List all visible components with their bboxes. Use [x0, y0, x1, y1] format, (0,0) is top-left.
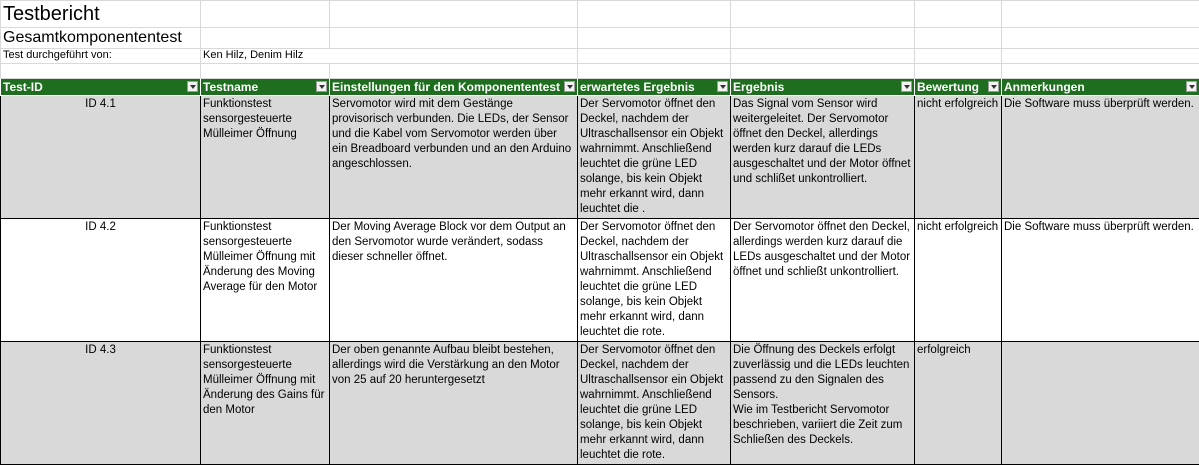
filter-dropdown-icon[interactable] [717, 81, 728, 92]
column-header-label: Testname [203, 80, 258, 94]
cell-notes[interactable] [1002, 342, 1199, 465]
cell-rating[interactable]: nicht erfolgreich [915, 96, 1002, 219]
empty-cell[interactable] [1002, 64, 1199, 79]
cell-testname[interactable]: Funktionstest sensorgesteuerte Mülleimer Öffnung mit Änderung des Gains für den Motor [201, 342, 330, 465]
column-header-testname[interactable] [201, 79, 330, 96]
table-header-row [1, 79, 1199, 96]
column-header-label: Ergebnis [733, 80, 784, 94]
empty-cell[interactable] [731, 49, 915, 64]
column-header-label: Einstellungen für den Komponententest [332, 80, 560, 94]
empty-cell[interactable] [1002, 49, 1199, 64]
sheet-subtitle[interactable]: Gesamtkomponententest [1, 28, 201, 49]
empty-cell[interactable] [1002, 28, 1199, 49]
empty-cell[interactable] [731, 28, 915, 49]
empty-cell[interactable] [578, 49, 731, 64]
tester-label[interactable]: Test durchgeführt von: [1, 49, 201, 64]
cell-settings[interactable]: Servomotor wird mit dem Gestänge provisorisch verbunden. Die LEDs, der Sensor und die Kabel vom Servomotor werden über ein Breadboard verbunden und an den Arduino angeschlossen. [330, 96, 578, 219]
filter-dropdown-icon[interactable] [988, 81, 999, 92]
cell-result[interactable]: Die Öffnung des Deckels erfolgt zuverlässig und die LEDs leuchten passend zu den Signalen des Sensors. Wie im Testbericht Servomotor beschrieben, variiert die Zeit zum Schließen des Deckels. [731, 342, 915, 465]
filter-dropdown-icon[interactable] [187, 81, 198, 92]
column-header-rating[interactable] [915, 79, 1002, 96]
cell-testname[interactable]: Funktionstest sensorgesteuerte Mülleimer Öffnung mit Änderung des Moving Average für den Motor [201, 219, 330, 342]
cell-notes[interactable]: Die Software muss überprüft werden. [1002, 219, 1199, 342]
column-header-notes[interactable] [1002, 79, 1199, 96]
cell-settings[interactable]: Der Moving Average Block vor dem Output an den Servomotor wurde verändert, sodass dieser schneller öffnet. [330, 219, 578, 342]
sheet-title[interactable]: Testbericht [1, 1, 201, 28]
filter-dropdown-icon[interactable] [564, 81, 575, 92]
column-header-result[interactable] [731, 79, 915, 96]
empty-cell[interactable] [915, 1, 1002, 28]
subtitle-row [1, 28, 1199, 49]
empty-cell[interactable] [330, 28, 578, 49]
title-row [1, 1, 1199, 28]
empty-cell[interactable] [1002, 1, 1199, 28]
empty-cell[interactable] [731, 1, 915, 28]
cell-test-id[interactable]: ID 4.1 [1, 96, 201, 219]
cell-result[interactable]: Das Signal vom Sensor wird weitergeleitet. Der Servomotor öffnet den Deckel, allerdings werden kurz darauf die LEDs ausgeschaltet und der Motor öffnet und schlißet unkontrolliert. [731, 96, 915, 219]
spacer-row [1, 64, 1199, 79]
empty-cell[interactable] [201, 28, 330, 49]
tester-value[interactable]: Ken Hilz, Denim Hilz [201, 49, 578, 64]
cell-test-id[interactable]: ID 4.2 [1, 219, 201, 342]
empty-cell[interactable] [330, 64, 578, 79]
filter-dropdown-icon[interactable] [316, 81, 327, 92]
cell-rating[interactable]: nicht erfolgreich [915, 219, 1002, 342]
cell-expected[interactable]: Der Servomotor öffnet den Deckel, nachdem der Ultraschallsensor ein Objekt wahrnimmt. Anschließend leuchtet die grüne LED solange, bis kein Objekt mehr erkannt wird, dann leuchtet die . [578, 96, 731, 219]
empty-cell[interactable] [578, 64, 731, 79]
table-row [1, 219, 1199, 342]
empty-cell[interactable] [915, 49, 1002, 64]
column-header-settings[interactable] [330, 79, 578, 96]
cell-expected[interactable]: Der Servomotor öffnet den Deckel, nachdem der Ultraschallsensor ein Objekt wahrnimmt. Anschließend leuchtet die grüne LED solange, bis kein Objekt mehr erkannt wird, dann leuchtet die rote. [578, 342, 731, 465]
table-row [1, 96, 1199, 219]
table-row [1, 342, 1199, 465]
column-header-label: Test-ID [3, 80, 43, 94]
empty-cell[interactable] [915, 28, 1002, 49]
tester-row [1, 49, 1199, 64]
filter-dropdown-icon[interactable] [901, 81, 912, 92]
column-header-label: Bewertung [917, 80, 979, 94]
cell-test-id[interactable]: ID 4.3 [1, 342, 201, 465]
column-header-test-id[interactable] [1, 79, 201, 96]
column-header-label: Anmerkungen [1004, 80, 1085, 94]
cell-expected[interactable]: Der Servomotor öffnet den Deckel, nachdem der Ultraschallsensor ein Objekt wahrnimmt. Anschließend leuchtet die grüne LED solange, bis kein Objekt mehr erkannt wird, dann leuchtet die rote. [578, 219, 731, 342]
empty-cell[interactable] [330, 1, 578, 28]
column-header-label: erwartetes Ergebnis [580, 80, 695, 94]
column-header-expected[interactable] [578, 79, 731, 96]
empty-cell[interactable] [578, 28, 731, 49]
empty-cell[interactable] [915, 64, 1002, 79]
empty-cell[interactable] [731, 64, 915, 79]
cell-testname[interactable]: Funktionstest sensorgesteuerte Mülleimer Öffnung [201, 96, 330, 219]
cell-notes[interactable]: Die Software muss überprüft werden. [1002, 96, 1199, 219]
empty-cell[interactable] [1, 64, 201, 79]
cell-rating[interactable]: erfolgreich [915, 342, 1002, 465]
cell-result[interactable]: Der Servomotor öffnet den Deckel, allerdings werden kurz darauf die LEDs ausgeschaltet und der Motor öffnet und schließt unkontrolliert. [731, 219, 915, 342]
filter-dropdown-icon[interactable] [1186, 81, 1197, 92]
cell-settings[interactable]: Der oben genannte Aufbau bleibt bestehen, allerdings wird die Verstärkung an den Motor von 25 auf 20 heruntergesetzt [330, 342, 578, 465]
empty-cell[interactable] [578, 1, 731, 28]
empty-cell[interactable] [201, 1, 330, 28]
empty-cell[interactable] [201, 64, 330, 79]
